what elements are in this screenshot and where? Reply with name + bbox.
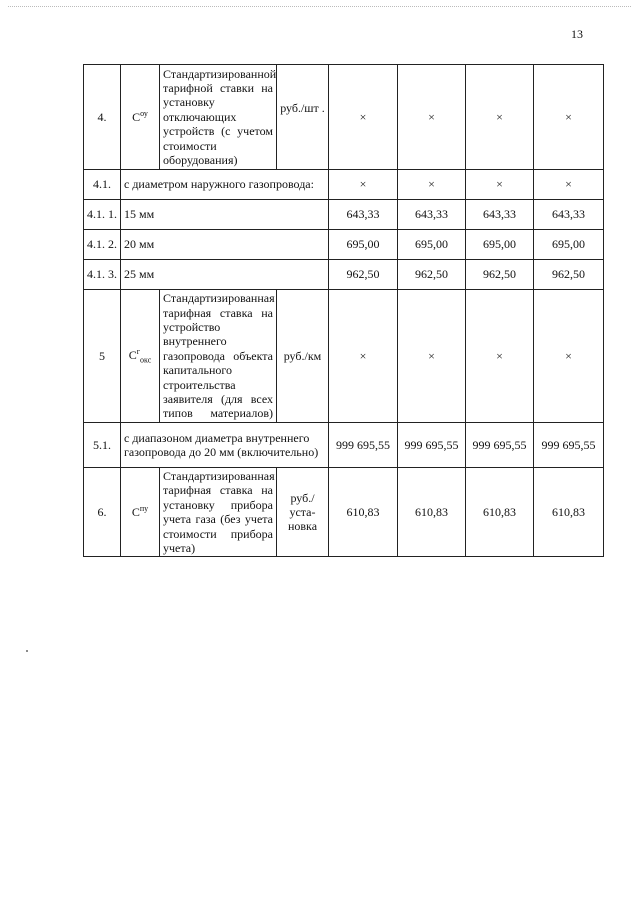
value-cell: × xyxy=(466,65,534,170)
row-number: 5.1. xyxy=(84,423,121,468)
value-cell: 610,83 xyxy=(534,468,604,557)
scan-speck xyxy=(26,650,28,652)
value-cell: × xyxy=(534,65,604,170)
value-cell: 643,33 xyxy=(534,200,604,230)
row-number: 6. xyxy=(84,468,121,557)
value-cell: 999 695,55 xyxy=(329,423,398,468)
value-cell: × xyxy=(398,65,466,170)
table-row xyxy=(84,423,604,468)
value-cell: 643,33 xyxy=(466,200,534,230)
rate-unit: руб./шт . xyxy=(277,65,329,170)
rate-symbol: $C^г_{окс}$ xyxy=(121,290,160,423)
value-cell: 962,50 xyxy=(398,260,466,290)
value-cell: 695,00 xyxy=(398,230,466,260)
row-number: 4.1. xyxy=(84,170,121,200)
table-row xyxy=(84,290,604,423)
table-row xyxy=(84,468,604,557)
rate-description: 15 мм xyxy=(121,200,329,230)
rate-description: 25 мм xyxy=(121,260,329,290)
value-cell: × xyxy=(466,170,534,200)
value-cell: × xyxy=(398,290,466,423)
rate-description: Стандартизированной тарифной ставки на установку отключающих устройств (с учетом стоимости оборудования) xyxy=(160,65,277,170)
value-cell: × xyxy=(466,290,534,423)
table-row xyxy=(84,65,604,170)
row-number: 4.1. 1. xyxy=(84,200,121,230)
rate-description: с диаметром наружного газопровода: xyxy=(121,170,329,200)
table-row xyxy=(84,170,604,200)
row-number: 4.1. 2. xyxy=(84,230,121,260)
rate-description: Стандартизированная тарифная ставка на установку прибора учета газа (без учета стоимости прибора учета) xyxy=(160,468,277,557)
table-row xyxy=(84,260,604,290)
value-cell: 610,83 xyxy=(398,468,466,557)
tariff-table xyxy=(83,64,604,557)
value-cell: 962,50 xyxy=(466,260,534,290)
row-number: 5 xyxy=(84,290,121,423)
rate-unit: руб./км xyxy=(277,290,329,423)
value-cell: × xyxy=(329,170,398,200)
value-cell: × xyxy=(329,65,398,170)
value-cell: × xyxy=(329,290,398,423)
value-cell: 695,00 xyxy=(329,230,398,260)
value-cell: 999 695,55 xyxy=(466,423,534,468)
scan-top-edge xyxy=(8,6,631,7)
table-row xyxy=(84,200,604,230)
row-number: 4.1. 3. xyxy=(84,260,121,290)
rate-description: с диапазоном диаметра внутреннего газопровода до 20 мм (включительно) xyxy=(121,423,329,468)
value-cell: 695,00 xyxy=(466,230,534,260)
value-cell: × xyxy=(534,170,604,200)
value-cell: 695,00 xyxy=(534,230,604,260)
value-cell: 610,83 xyxy=(466,468,534,557)
rate-unit: руб./ уста- новка xyxy=(277,468,329,557)
value-cell: 999 695,55 xyxy=(534,423,604,468)
rate-description: 20 мм xyxy=(121,230,329,260)
value-cell: 610,83 xyxy=(329,468,398,557)
rate-description: Стандартизированная тарифная ставка на устройство внутреннего газопровода объекта капитального строительства заявителя (для всех типов материалов) xyxy=(160,290,277,423)
page-number: 13 xyxy=(571,27,583,41)
value-cell: 999 695,55 xyxy=(398,423,466,468)
value-cell: × xyxy=(534,290,604,423)
rate-symbol: $C^{пу}$ xyxy=(121,468,160,557)
value-cell: 643,33 xyxy=(329,200,398,230)
rate-symbol: $C^{оу}$ xyxy=(121,65,160,170)
value-cell: 643,33 xyxy=(398,200,466,230)
value-cell: × xyxy=(398,170,466,200)
table-row xyxy=(84,230,604,260)
value-cell: 962,50 xyxy=(329,260,398,290)
row-number: 4. xyxy=(84,65,121,170)
value-cell: 962,50 xyxy=(534,260,604,290)
